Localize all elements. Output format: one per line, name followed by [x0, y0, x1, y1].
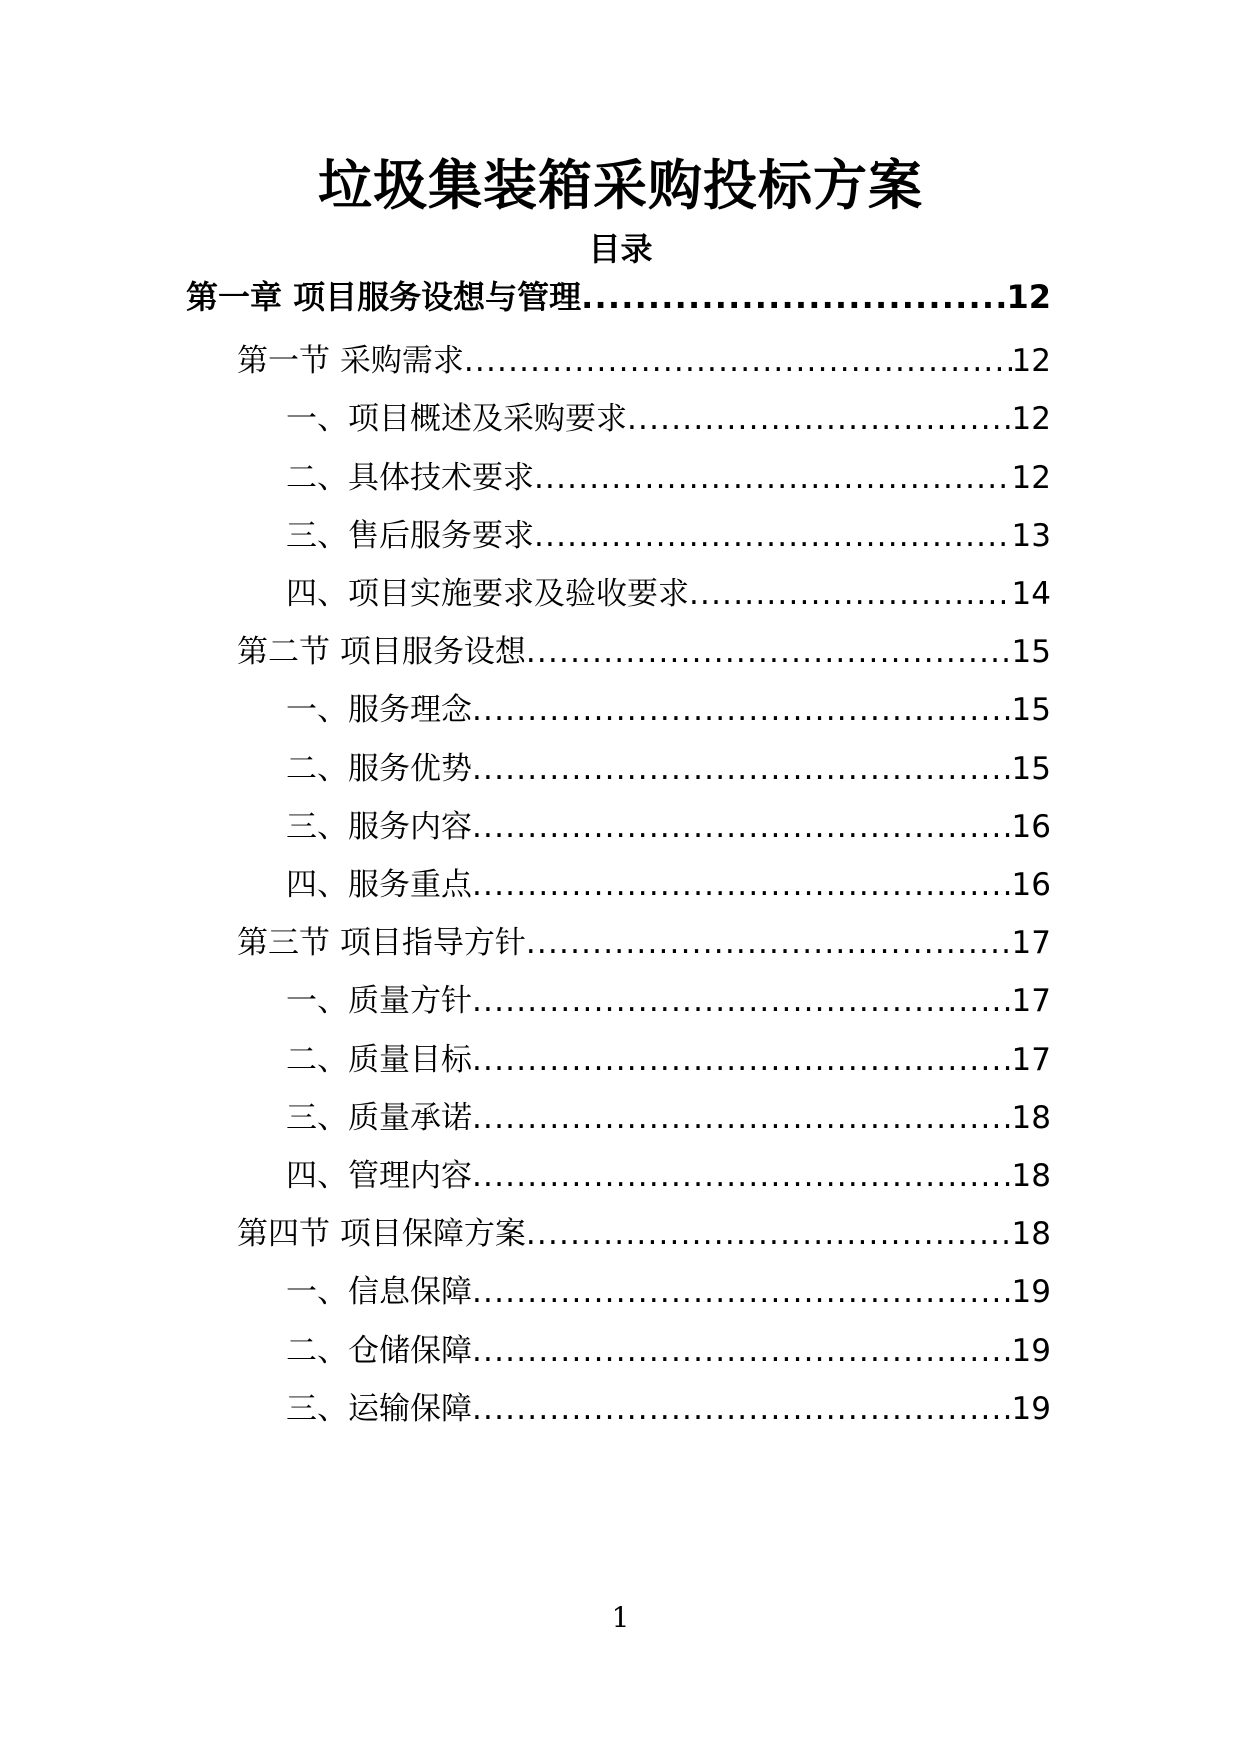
toc-entry-label: 四、服务重点 [286, 867, 472, 903]
toc-entry-page: 19 [1011, 1332, 1051, 1369]
toc-entry-label: 第四节 项目保障方案 [237, 1216, 526, 1253]
toc-entry[interactable] [237, 1211, 1051, 1257]
toc-entry-page: 12 [1011, 459, 1051, 496]
toc-entry-label: 三、运输保障 [286, 1390, 472, 1427]
toc-entry-page: 15 [1011, 692, 1051, 729]
toc-entry-page: 18 [1011, 1099, 1051, 1136]
toc-dot-leader [472, 978, 1012, 1024]
toc-entry-label: 一、信息保障 [286, 1274, 472, 1311]
toc-entry[interactable] [286, 513, 1051, 559]
toc-dot-leader [472, 804, 1012, 850]
toc-entry[interactable] [286, 1328, 1051, 1374]
document-title: 垃圾集装箱采购投标方案 [318, 154, 923, 217]
toc-entry[interactable] [286, 978, 1051, 1024]
toc-entry-label: 四、管理内容 [286, 1158, 472, 1194]
toc-dot-leader [534, 513, 1012, 559]
toc-entry-label: 二、具体技术要求 [286, 459, 534, 496]
toc-entry[interactable] [237, 338, 1051, 384]
toc-dot-leader [472, 687, 1012, 733]
toc-entry-label: 第二节 项目服务设想 [237, 634, 526, 671]
toc-dot-leader [464, 338, 1012, 384]
toc-dot-leader [627, 396, 1012, 442]
toc-entry[interactable] [286, 746, 1051, 792]
toc-entry-page: 17 [1011, 1041, 1051, 1078]
toc-entry-label: 二、仓储保障 [286, 1332, 472, 1369]
toc-dot-leader [689, 571, 1012, 617]
toc-entry[interactable] [286, 396, 1051, 442]
toc-entry[interactable] [286, 1386, 1051, 1432]
toc-entry[interactable] [286, 687, 1051, 733]
toc-entry-label: 四、项目实施要求及验收要求 [286, 576, 689, 612]
toc-entry-page: 19 [1011, 1274, 1051, 1311]
toc-entry-label: 一、服务理念 [286, 692, 472, 729]
toc-entry-page: 13 [1011, 517, 1051, 554]
toc-entry[interactable] [286, 1269, 1051, 1315]
toc-dot-leader [472, 1095, 1012, 1141]
toc-entry-page: 12 [1006, 278, 1051, 316]
toc-entry-page: 14 [1011, 576, 1051, 612]
toc-dot-leader [472, 1386, 1012, 1432]
toc-entry-label: 第三节 项目指导方针 [237, 925, 526, 962]
toc-dot-leader [472, 1269, 1012, 1315]
page-number: 1 [611, 1601, 630, 1634]
toc-entry-page: 16 [1011, 867, 1051, 903]
toc-entry-label: 二、服务优势 [286, 750, 472, 787]
toc-entry-label: 三、售后服务要求 [286, 517, 534, 554]
toc-entry-page: 18 [1011, 1158, 1051, 1194]
toc-dot-leader [526, 1211, 1012, 1257]
toc-entry-label: 二、质量目标 [286, 1041, 472, 1078]
toc-entry-page: 15 [1011, 634, 1051, 671]
toc-entry-page: 19 [1011, 1390, 1051, 1427]
toc-dot-leader [534, 455, 1012, 501]
toc-entry-label: 三、质量承诺 [286, 1099, 472, 1136]
toc-entry[interactable] [286, 1153, 1051, 1199]
toc-dot-leader [581, 274, 1006, 320]
toc-entry[interactable] [286, 1095, 1051, 1141]
toc-entry[interactable] [286, 804, 1051, 850]
toc-entry-label: 一、项目概述及采购要求 [286, 401, 627, 438]
toc-dot-leader [472, 862, 1012, 908]
toc-dot-leader [472, 1153, 1012, 1199]
toc-entry-label: 一、质量方针 [286, 983, 472, 1020]
toc-entry[interactable] [286, 862, 1051, 908]
toc-entry[interactable] [286, 1037, 1051, 1083]
toc-dot-leader [472, 1328, 1012, 1374]
toc-dot-leader [472, 746, 1012, 792]
toc-entry-label: 三、服务内容 [286, 808, 472, 845]
toc-entry-page: 12 [1011, 343, 1051, 380]
toc-entry-page: 17 [1011, 983, 1051, 1020]
toc-entry-label: 第一章 项目服务设想与管理 [186, 278, 582, 316]
toc-entry-page: 17 [1011, 925, 1051, 962]
toc-entry-page: 15 [1011, 750, 1051, 787]
toc-dot-leader [526, 920, 1012, 966]
toc-entry-page: 16 [1011, 808, 1051, 845]
toc-entry[interactable] [237, 920, 1051, 966]
toc-entry-page: 18 [1011, 1216, 1051, 1253]
toc-entry[interactable] [286, 571, 1051, 617]
toc-entry[interactable] [237, 629, 1051, 675]
toc-dot-leader [472, 1037, 1012, 1083]
toc-entry-label: 第一节 采购需求 [237, 343, 464, 380]
toc-entry-page: 12 [1011, 401, 1051, 438]
toc-dot-leader [526, 629, 1012, 675]
toc-heading: 目录 [588, 230, 653, 268]
toc-entry[interactable] [286, 455, 1051, 501]
toc-entry[interactable] [186, 274, 1051, 320]
